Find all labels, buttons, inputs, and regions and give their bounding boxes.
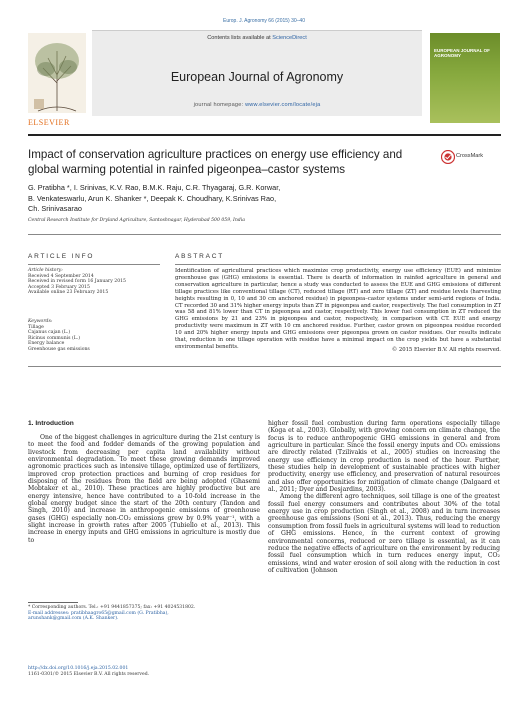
abstract-rule xyxy=(175,264,501,265)
doi-link[interactable]: http://dx.doi.org/10.1016/j.eja.2015.02.001 xyxy=(28,666,129,671)
keywords xyxy=(28,319,163,352)
footnote-contact: * Corresponding authors. Tel.: +91 9441857375; fax: +91 4024531802. xyxy=(28,605,196,610)
publisher-name: ELSEVIER xyxy=(28,118,70,127)
affiliation-rule xyxy=(28,234,501,235)
crossmark-label[interactable]: CrossMark xyxy=(456,153,484,159)
homepage-link[interactable]: www.elsevier.com/locate/eja xyxy=(245,102,321,108)
journal-homepage xyxy=(92,102,422,108)
homepage-prefix: journal homepage: xyxy=(193,102,246,108)
journal-cover-image xyxy=(430,33,500,123)
crossmark-icon[interactable] xyxy=(441,150,455,164)
intro-paragraph: Among the different agro techniques, soil tillage is one of the greatest fossil fuel energy consumers and contributes about 30% of the total energy use in crop production (Singh et al., 2008) and in turn increases greenhouse gas emissions (Soni et al., 2013). Thus, reducing the energy consumption from fossil fuels in agricultural systems will lead to reduction of GHG emissions. Hence, in the current context of growing environmental concerns, reduced or zero tillage is essential, as it can reduce the negative effects of agriculture on the environment by reducing fossil fuel consumption which in turn reduces energy input, CO₂ emissions, wind and water erosion of soil along with the reduction in cost of cultivation (Johnson xyxy=(268,493,500,574)
issn-copyright: 1161-0301/© 2015 Elsevier B.V. All rights reserved. xyxy=(28,671,150,677)
doi-block xyxy=(28,666,260,678)
history-revised: Received in revised form 16 January 2015 xyxy=(28,279,126,284)
article-info-rule xyxy=(28,264,160,265)
contents-prefix: Contents lists available at xyxy=(207,35,273,41)
keyword-item: Ricinus communis (L.) xyxy=(28,335,81,341)
abstract-bottom-rule xyxy=(28,366,501,367)
keyword-item: Cajanus cajan (L.) xyxy=(28,330,71,335)
history-label: Article history: xyxy=(28,268,63,273)
intro-left-column: One of the biggest challenges in agriculture during the 21st century is to meet the food and fodder demands of the growing population and livestock from decreasing per capita land availability without environmental degradation. To meet these growing demands improved agronomic practices such as intensive tillage, optimized use of fertilizers, improved crop protection practices and burning of crop residues for disposing of the residues from the field are being adopted (Ghasemi Mobtaker et al., 2010). These practices are highly productive but are energy intensive, hence have contributed to a 10-fold increase in the global energy budget since the start of the 20th century (Tandon and Singh, 2010) and increase in anthropogenic emissions of greenhouse gases (GHG) especially non-CO₂ emissions grew by 0.9% year⁻¹, with a slight increase in growth rates after 2005 (Tubiello et al., 2013). This increase in energy inputs and GHG emissions in agriculture is mostly due to xyxy=(28,434,260,544)
footnote-email[interactable]: arunshank@gmail.com (A.K. Shanker). xyxy=(28,616,119,622)
abstract-text: Identification of agricultural practices which maximize crop productivity, energy use efficiency (EUE) and minimize greenhouse gas (GHG) emissions is essential. There is dearth of information in rainfed agriculture in general and conservation agriculture in particular, hence a study was conducted to assess the EUE and GHG emissions of different tillage practices like conventional tillage (CT), reduced tillage (RT) and zero tillage (ZT) and residue levels (harvesting heights resulting in 0, 10 and 30 cm anchored residue) in pigeonpea–castor systems under semi-arid regions of India. CT recorded 30 and 31% higher energy inputs than ZT in pigeonpea and castor, respectively. The fuel consumption in ZT was 58 and 81% lower than CT in pigeonpea and castor, respectively. This lower fuel consumption in ZT reduced the GHG emissions by 21 and 23% in pigeonpea and castor, respectively, in comparison with CT. EUE and energy productivity were maximum in ZT with 10 cm anchored residue. Further, castor grown on pigeonpea residue recorded 10 and 20% higher energy inputs and GHG emissions over pigeonpea grown on castor residues. Our results indicate that, reduction in one tillage operation with residue have a minimal impact on the crop yields but have a substantial environmental benefits. xyxy=(175,268,501,350)
article-history xyxy=(28,268,163,296)
keyword-item: Energy balance xyxy=(28,341,65,346)
affiliation: Central Research Institute for Dryland Agriculture, Santoshnagar, Hyderabad 500 059, India xyxy=(28,218,245,223)
author-line-1[interactable]: G. Pratibha *, I. Srinivas, K.V. Rao, B.M.K. Raju, C.R. Thyagaraj, G.R. Korwar, xyxy=(28,183,281,192)
footnote-rule xyxy=(28,602,78,603)
corresponding-author-footnote xyxy=(28,605,260,622)
introduction-heading: 1. Introduction xyxy=(28,420,74,427)
history-online: Available online 23 February 2015 xyxy=(28,290,109,295)
history-accepted: Accepted 3 February 2015 xyxy=(28,284,90,290)
article-title: Impact of conservation agriculture practices on energy use efficiency and global warming potential in rainfed pigeonpea–castor systems xyxy=(28,148,403,176)
author-line-2[interactable]: B. Venkateswarlu, Arun K. Shanker *, Deepak K. Choudhary, K.Srinivas Rao, xyxy=(28,193,277,203)
journal-citation[interactable]: Europ. J. Agronomy 66 (2015) 30–40 xyxy=(223,18,305,24)
abstract-heading: ABSTRACT xyxy=(175,253,225,260)
intro-paragraph: higher fossil fuel combustion during farm operations especially tillage (Koga et al., 2003). Globally, with growing concern on climate change, the focus is to reduce anthropogenic GHG emissions in general and from agriculture in particular. Since the fossil energy inputs and CO₂ emissions are directly related (Tzilivakis et al., 2005) studies on increasing the energy use efficiency in crop production is need of the hour. Further, these studies help in development of sustainable practices with higher productivity, energy use efficiency, and preservation of natural resources and also offer opportunities for mitigation of climate change (Dalgaard et al., 2011; Dyer and Desjardins, 2003). xyxy=(268,420,500,494)
journal-cover-title: EUROPEAN JOURNAL OF AGRONOMY xyxy=(434,48,490,58)
contents-line xyxy=(92,35,422,41)
footnote-email[interactable]: E-mail addresses: pratibhaagro65@gmail.com (G. Pratibha), xyxy=(28,610,169,616)
keywords-label: Keywords: xyxy=(28,319,53,324)
keyword-item: Greenhouse gas emissions xyxy=(28,346,90,352)
author-list xyxy=(28,183,498,215)
abstract-copyright: © 2015 Elsevier B.V. All rights reserved. xyxy=(391,347,501,353)
sciencedirect-link[interactable]: ScienceDirect xyxy=(272,35,307,41)
author-line-3[interactable]: Ch. Srinivasarao xyxy=(28,204,82,214)
intro-right-column xyxy=(268,420,500,574)
header-rule xyxy=(28,134,501,136)
article-info-heading: ARTICLE INFO xyxy=(28,253,95,260)
history-received: Received 4 September 2014 xyxy=(28,273,94,279)
keyword-item: Tillage xyxy=(28,324,44,330)
elsevier-tree-logo xyxy=(28,33,86,113)
journal-title: European Journal of Agronomy xyxy=(170,70,344,84)
